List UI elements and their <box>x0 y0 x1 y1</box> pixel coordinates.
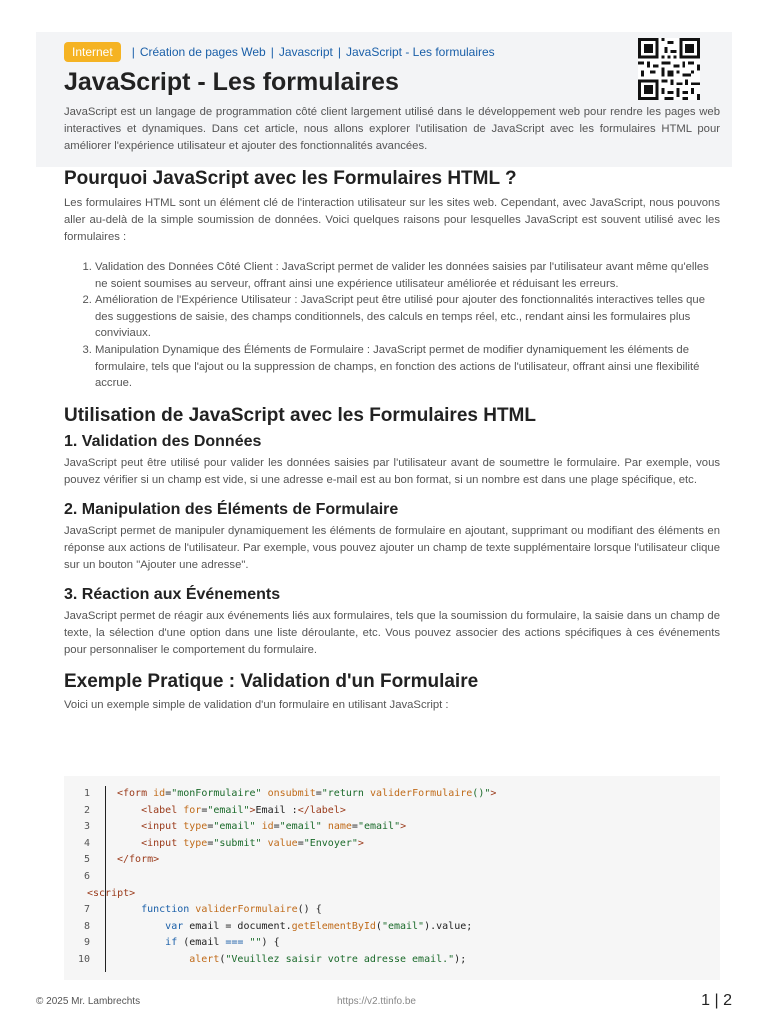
code-line <box>64 869 496 886</box>
subheading-manipulation: 2. Manipulation des Éléments de Formulaire <box>64 500 399 518</box>
code-line <box>64 803 496 820</box>
breadcrumb-link-creation[interactable]: Création de pages Web <box>139 45 266 59</box>
code-text <box>104 869 123 886</box>
code-line <box>64 902 496 919</box>
line-number: 8 <box>83 920 90 932</box>
line-number: 6 <box>83 870 90 882</box>
code-line <box>64 852 496 869</box>
footer-copyright: © 2025 Mr. Lambrechts <box>36 996 141 1007</box>
page-header <box>36 32 732 167</box>
line-number: 7 <box>83 904 90 916</box>
paragraph-events: JavaScript permet de réagir aux événements liés aux formulaires, tels que la soumission du formulaire, la saisie dans un champ de texte, la sélection d'une option dans une liste déroulante, etc. Vous pouvez associer des actions spécifiques à ces événements pour personnaliser le comportement du formulaire. <box>64 609 720 656</box>
page-number: 1 | 2 <box>701 992 732 1009</box>
qr-code-icon <box>638 38 700 100</box>
code-text: <script> <box>87 887 136 899</box>
subheading-events: 3. Réaction aux Événements <box>64 585 281 603</box>
line-number: 2 <box>83 804 90 816</box>
code-text: var email = document.getElementById("email").value; <box>165 920 473 932</box>
paragraph-manipulation: JavaScript permet de manipuler dynamiquement les éléments de formulaire en ajoutant, supprimant ou modifiant des éléments en réponse aux actions de l'utilisateur. Par exemple, vous pouvez ajouter un champ de texte supplémentaire lorsque l'utilisateur clique sur un bouton "Ajouter une adresse". <box>64 524 720 571</box>
breadcrumb-separator: | <box>337 45 341 59</box>
list-item: 1. Validation des Données Côté Client : JavaScript permet de valider les données saisies par l'utilisateur avant même qu'elles ne soient soumises au serveur, offrant ainsi une expérience utilisateur améliorée et réduisant les erreurs. <box>95 259 720 292</box>
line-number: 3 <box>83 821 90 833</box>
line-number: 1 <box>83 788 90 799</box>
section-heading-usage: Utilisation de JavaScript avec les Formulaires HTML <box>64 404 536 426</box>
intro-paragraph: JavaScript est un langage de programmation côté client largement utilisé dans le développement web pour rendre les pages web interactives et dynamiques. Dans cet article, nous allons explorer l'utilisation de JavaScript avec les formulaires HTML pour améliorer l'expérience utilisateur et ajouter des fonctionnalités avancées. <box>64 106 720 152</box>
page-footer <box>36 994 732 1012</box>
line-number: 5 <box>83 854 90 866</box>
list-item: 3. Manipulation Dynamique des Éléments de Formulaire : JavaScript permet de modifier dynamiquement les éléments de formulaire, tels que l'ajout ou la suppression de champs, en fonction des actions de l'utilisateur, offrant ainsi une flexibilité accrue. <box>95 342 720 392</box>
code-line <box>64 886 496 903</box>
reasons-list <box>64 259 720 392</box>
code-text: <form id="monFormulaire" onsubmit="return validerFormulaire()"> <box>117 788 497 799</box>
list-item: 2. Amélioration de l'Expérience Utilisateur : JavaScript peut être utilisé pour ajouter des fonctionnalités interactives telles que des suggestions de saisie, des champs conditionnels, des calculs en temps réel, etc., rendant ainsi les formulaires plus conviviaux. <box>95 292 720 342</box>
paragraph-validation: JavaScript peut être utilisé pour valider les données saisies par l'utilisateur avant de soumettre le formulaire. Par exemple, vous pouvez vérifier si un champ est vide, si une adresse e-mail est au bon format, si un nombre est dans une plage spécifique, etc. <box>64 456 720 486</box>
code-text: if (email === "") { <box>165 937 280 949</box>
code-block[interactable] <box>64 776 720 980</box>
line-number: 9 <box>83 937 90 949</box>
category-badge[interactable]: Internet <box>64 42 121 62</box>
breadcrumb-link-current[interactable]: JavaScript - Les formulaires <box>345 45 495 59</box>
paragraph-why: Les formulaires HTML sont un élément clé de l'interaction utilisateur sur les sites web. Cependant, avec JavaScript, nous pouvons aller au-delà de la simple soumission de données. Voici quelques raisons pour lesquelles JavaScript est souvent utilisé avec les formulaires : <box>64 197 720 243</box>
code-lines <box>64 786 496 969</box>
code-text: </form> <box>117 854 160 866</box>
page-title: JavaScript - Les formulaires <box>64 68 399 96</box>
subheading-validation: 1. Validation des Données <box>64 432 262 450</box>
breadcrumb-separator: | <box>131 45 135 59</box>
code-text: <input type="submit" value="Envoyer"> <box>141 837 364 849</box>
code-text: function validerFormulaire() { <box>141 904 322 916</box>
code-line <box>64 786 496 803</box>
article-body <box>64 166 720 714</box>
section-heading-why: Pourquoi JavaScript avec les Formulaires HTML ? <box>64 168 517 189</box>
code-line <box>64 819 496 836</box>
breadcrumb-link-javascript[interactable]: Javascript <box>278 45 333 59</box>
line-number: 10 <box>77 953 90 965</box>
breadcrumb <box>64 41 495 63</box>
breadcrumb-separator: | <box>270 45 274 59</box>
line-number: 4 <box>83 837 90 849</box>
paragraph-example-intro: Voici un exemple simple de validation d'un formulaire en utilisant JavaScript : <box>64 698 449 711</box>
code-line <box>64 919 496 936</box>
code-line <box>64 836 496 853</box>
code-line <box>64 935 496 952</box>
code-line <box>64 952 496 969</box>
code-text: <input type="email" id="email" name="email"> <box>141 821 407 833</box>
code-text: alert("Veuillez saisir votre adresse email."); <box>189 953 467 965</box>
footer-url[interactable]: https://v2.ttinfo.be <box>337 996 416 1007</box>
code-text: <label for="email">Email :</label> <box>141 804 346 816</box>
section-heading-example: Exemple Pratique : Validation d'un Formulaire <box>64 670 479 692</box>
